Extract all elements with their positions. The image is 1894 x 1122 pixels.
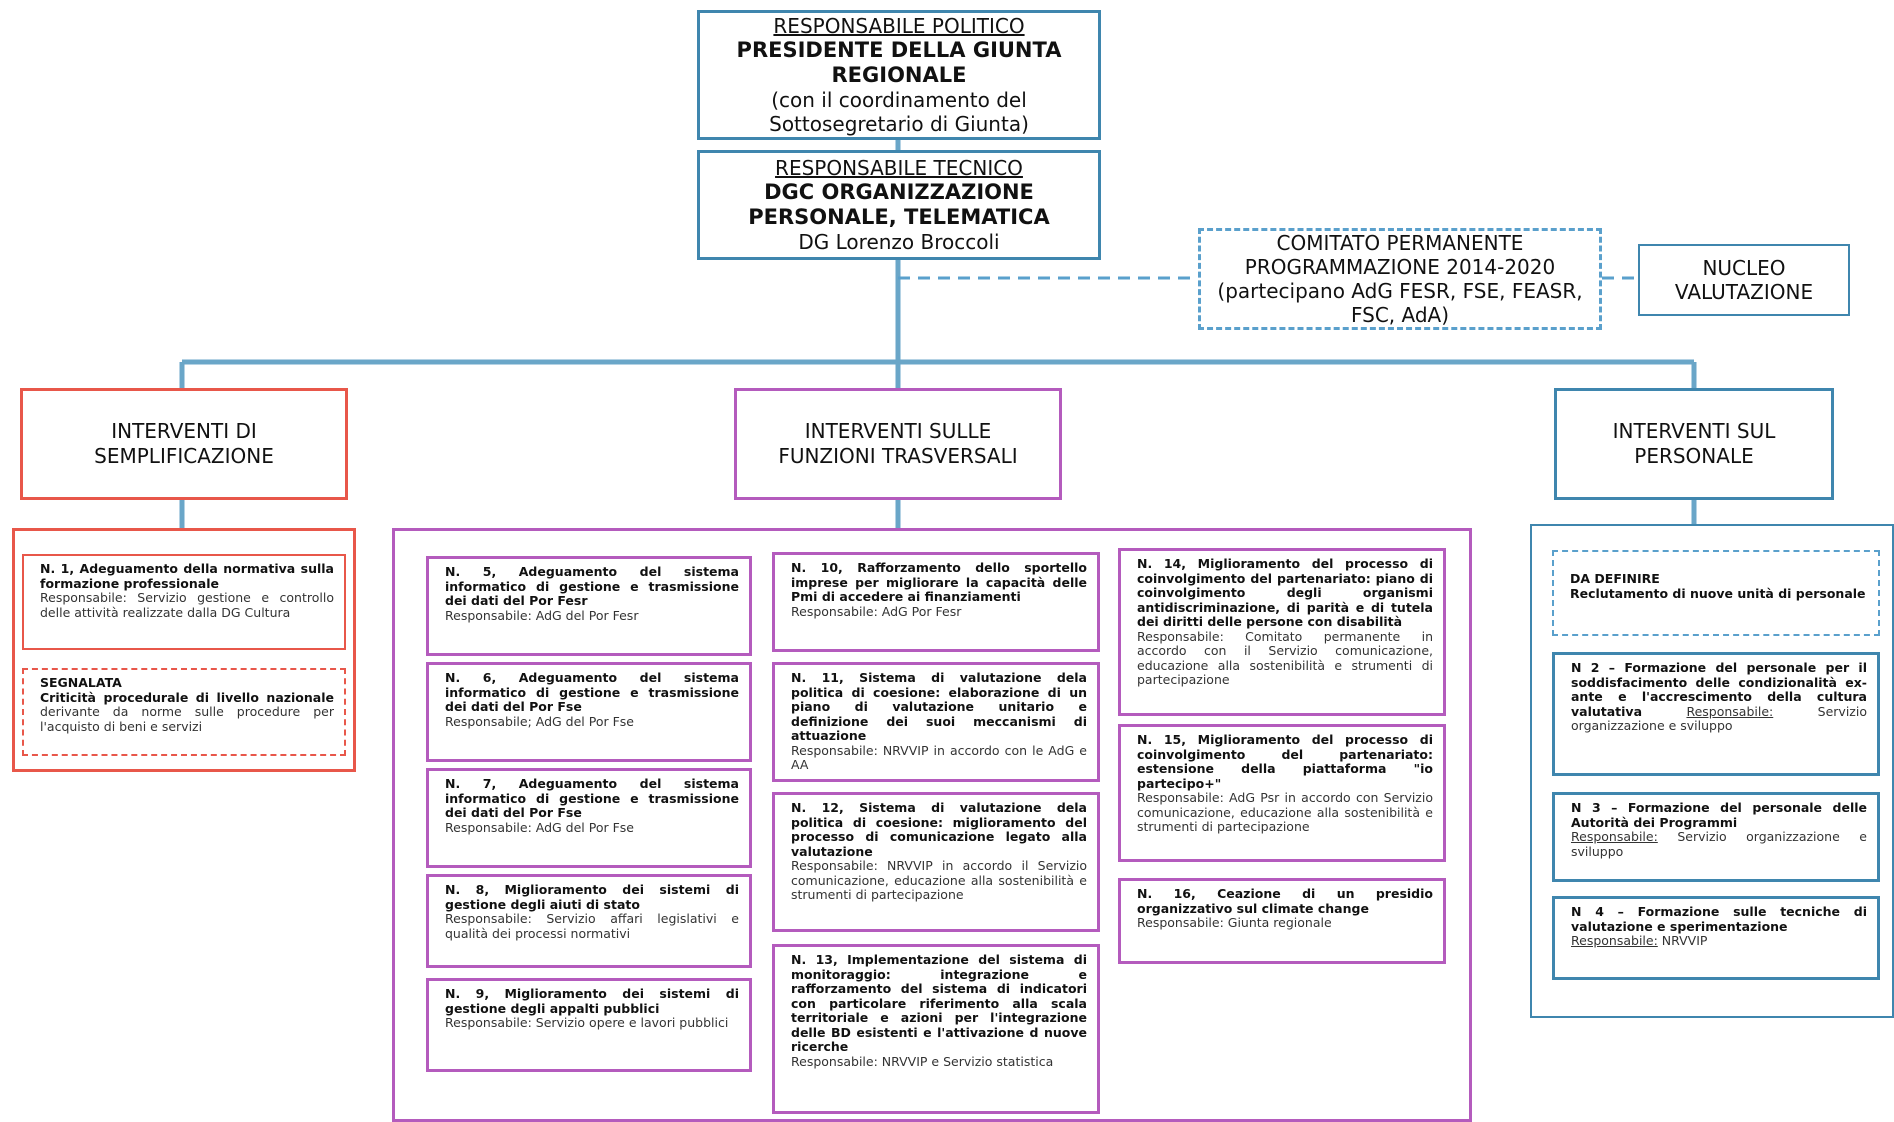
item-responsible: Responsabile: NRVVIP in accordo con le AdG e AA xyxy=(791,742,1087,772)
center-item-5 xyxy=(426,556,752,656)
item-responsible-label: Responsabile: xyxy=(1686,703,1774,719)
political-lead-label: RESPONSABILE POLITICO xyxy=(773,14,1025,38)
center-item-9 xyxy=(426,978,752,1072)
item-responsible: Servizio organizzazione e sviluppo xyxy=(1571,703,1867,733)
center-item-6 xyxy=(426,662,752,762)
item-title: N. 1, Adeguamento della normativa sulla formazione professionale xyxy=(40,561,334,591)
political-lead-note: (con il coordinamento del Sottosegretario di Giunta) xyxy=(769,88,1029,136)
committee-text: COMITATO PERMANENTE PROGRAMMAZIONE 2014-2020 (partecipano AdG FESR, FSE, FEASR, FSC, AdA) xyxy=(1217,231,1583,327)
item-responsible: Responsabile: Servizio opere e lavori pubblici xyxy=(445,1015,729,1030)
item-responsible: derivante da norme sulle procedure per l'acquisto di beni e servizi xyxy=(40,704,334,734)
center-item-13 xyxy=(772,944,1100,1114)
right-item-4 xyxy=(1552,896,1880,980)
item-title: N. 13, Implementazione del sistema di monitoraggio: integrazione e rafforzamento del sistema di indicatori con particolare riferimento alla scala territoriale e azioni per l'integrazione delle BD esistenti e l'attivazione d nuove ricerche xyxy=(791,952,1087,1054)
item-title: N 2 – Formazione del personale per il soddisfacimento delle condizionalità ex-ante e l'accrescimento della cultura valutativa xyxy=(1571,660,1867,719)
item-subtitle: Criticità procedurale di livello nazionale xyxy=(40,689,334,705)
item-title: N. 10, Rafforzamento dello sportello imprese per migliorare la capacità delle Pmi di accedere ai finanziamenti xyxy=(791,560,1087,604)
item-title: DA DEFINIRE xyxy=(1570,571,1660,586)
item-responsible: Servizio organizzazione e sviluppo xyxy=(1571,829,1867,859)
center-item-11 xyxy=(772,662,1100,782)
item-responsible: Responsabile: Giunta regionale xyxy=(1137,915,1332,930)
center-item-16 xyxy=(1118,878,1446,964)
item-title: N. 12, Sistema di valutazione dela politica di coesione: miglioramento del processo di comunicazione legato alla valutazione xyxy=(791,800,1087,859)
item-responsible-label: Responsabile: xyxy=(1571,829,1658,844)
center-item-8 xyxy=(426,874,752,968)
left-item-segnalata xyxy=(22,668,346,756)
area-right-title: INTERVENTI SUL PERSONALE xyxy=(1612,419,1776,468)
item-title: N 4 – Formazione sulle tecniche di valutazione e sperimentazione xyxy=(1571,904,1867,934)
item-title: N. 6, Adeguamento del sistema informatico di gestione e trasmissione dei dati del Por Fse xyxy=(445,670,739,714)
item-responsible: Responsabile: AdG del Por Fesr xyxy=(445,607,639,623)
item-responsible: Responsabile: Servizio gestione e controllo delle attività realizzate dalla DG Cultura xyxy=(40,590,334,620)
left-item-1 xyxy=(22,554,346,650)
item-title: SEGNALATA xyxy=(40,675,122,690)
item-title: N. 11, Sistema di valutazione dela politica di coesione: elaborazione di un piano di valutazione unitario e definizione dei suoi meccanismi di attuazione xyxy=(791,670,1087,743)
item-responsible: Responsabile: Servizio affari legislativi e qualità dei processi normativi xyxy=(445,911,739,941)
item-title: N. 14, Miglioramento del processo di coinvolgimento del partenariato: piano di coinvolgimento degli organismi antidiscriminazione, di parità e di tutela dei diritti delle persone con disabilità xyxy=(1137,556,1433,629)
center-item-14 xyxy=(1118,548,1446,716)
area-center-header xyxy=(734,388,1062,500)
political-lead-title: PRESIDENTE DELLA GIUNTA REGIONALE xyxy=(736,38,1062,87)
technical-lead-label: RESPONSABILE TECNICO xyxy=(775,156,1023,180)
nucleo-text: NUCLEO VALUTAZIONE xyxy=(1674,256,1814,304)
area-center-title: INTERVENTI SULLE FUNZIONI TRASVERSALI xyxy=(778,419,1018,468)
center-item-7 xyxy=(426,768,752,868)
technical-lead-person: DG Lorenzo Broccoli xyxy=(798,230,1000,254)
item-subtitle: Reclutamento di nuove unità di personale xyxy=(1570,585,1866,601)
area-left-header xyxy=(20,388,348,500)
technical-lead-box xyxy=(697,150,1101,260)
item-title: N. 9, Miglioramento dei sistemi di gestione degli appalti pubblici xyxy=(445,986,739,1016)
item-responsible: Responsabile: NRVVIP e Servizio statistica xyxy=(791,1053,1054,1069)
area-left-title: INTERVENTI DI SEMPLIFICAZIONE xyxy=(94,419,274,468)
item-responsible-label: Responsabile: xyxy=(1571,933,1658,948)
item-responsible: NRVVIP xyxy=(1661,933,1708,948)
item-title: N. 7, Adeguamento del sistema informatico di gestione e trasmissione dei dati del Por Fse xyxy=(445,776,739,820)
nucleo-box xyxy=(1638,244,1850,316)
item-title: N. 5, Adeguamento del sistema informatico di gestione e trasmissione dei dati del Por Fesr xyxy=(445,564,739,608)
center-item-12 xyxy=(772,792,1100,932)
technical-lead-title: DGC ORGANIZZAZIONE PERSONALE, TELEMATICA xyxy=(748,180,1050,229)
item-responsible: Responsabile: NRVVIP in accordo il Servizio comunicazione, educazione alla sostenibilità e strumenti di partecipazione xyxy=(791,858,1087,902)
political-lead-box xyxy=(697,10,1101,140)
item-title: N. 16, Ceazione di un presidio organizzativo sul climate change xyxy=(1137,886,1433,916)
item-responsible: Responsabile: AdG del Por Fse xyxy=(445,819,635,835)
item-responsible: Responsabile: AdG Por Fesr xyxy=(791,603,962,619)
item-responsible: Responsabile: Comitato permanente in accordo con il Servizio comunicazione, educazione alla sostenibilità e strumenti di partecipazione xyxy=(1137,628,1433,687)
right-item-2 xyxy=(1552,652,1880,776)
right-item-3 xyxy=(1552,792,1880,882)
item-title: N 3 – Formazione del personale delle Autorità dei Programmi xyxy=(1571,800,1867,830)
item-responsible: Responsabile; AdG del Por Fse xyxy=(445,713,635,729)
right-item-da-definire xyxy=(1552,550,1880,636)
item-title: N. 8, Miglioramento dei sistemi di gestione degli aiuti di stato xyxy=(445,882,739,912)
committee-box xyxy=(1198,228,1602,330)
item-responsible: Responsabile: AdG Psr in accordo con Servizio comunicazione, educazione alla sostenibilità e strumenti di partecipazione xyxy=(1137,790,1433,834)
item-title: N. 15, Miglioramento del processo di coinvolgimento del partenariato: estensione della piattaforma "io partecipo+" xyxy=(1137,732,1433,791)
area-right-header xyxy=(1554,388,1834,500)
center-item-15 xyxy=(1118,724,1446,862)
center-item-10 xyxy=(772,552,1100,652)
